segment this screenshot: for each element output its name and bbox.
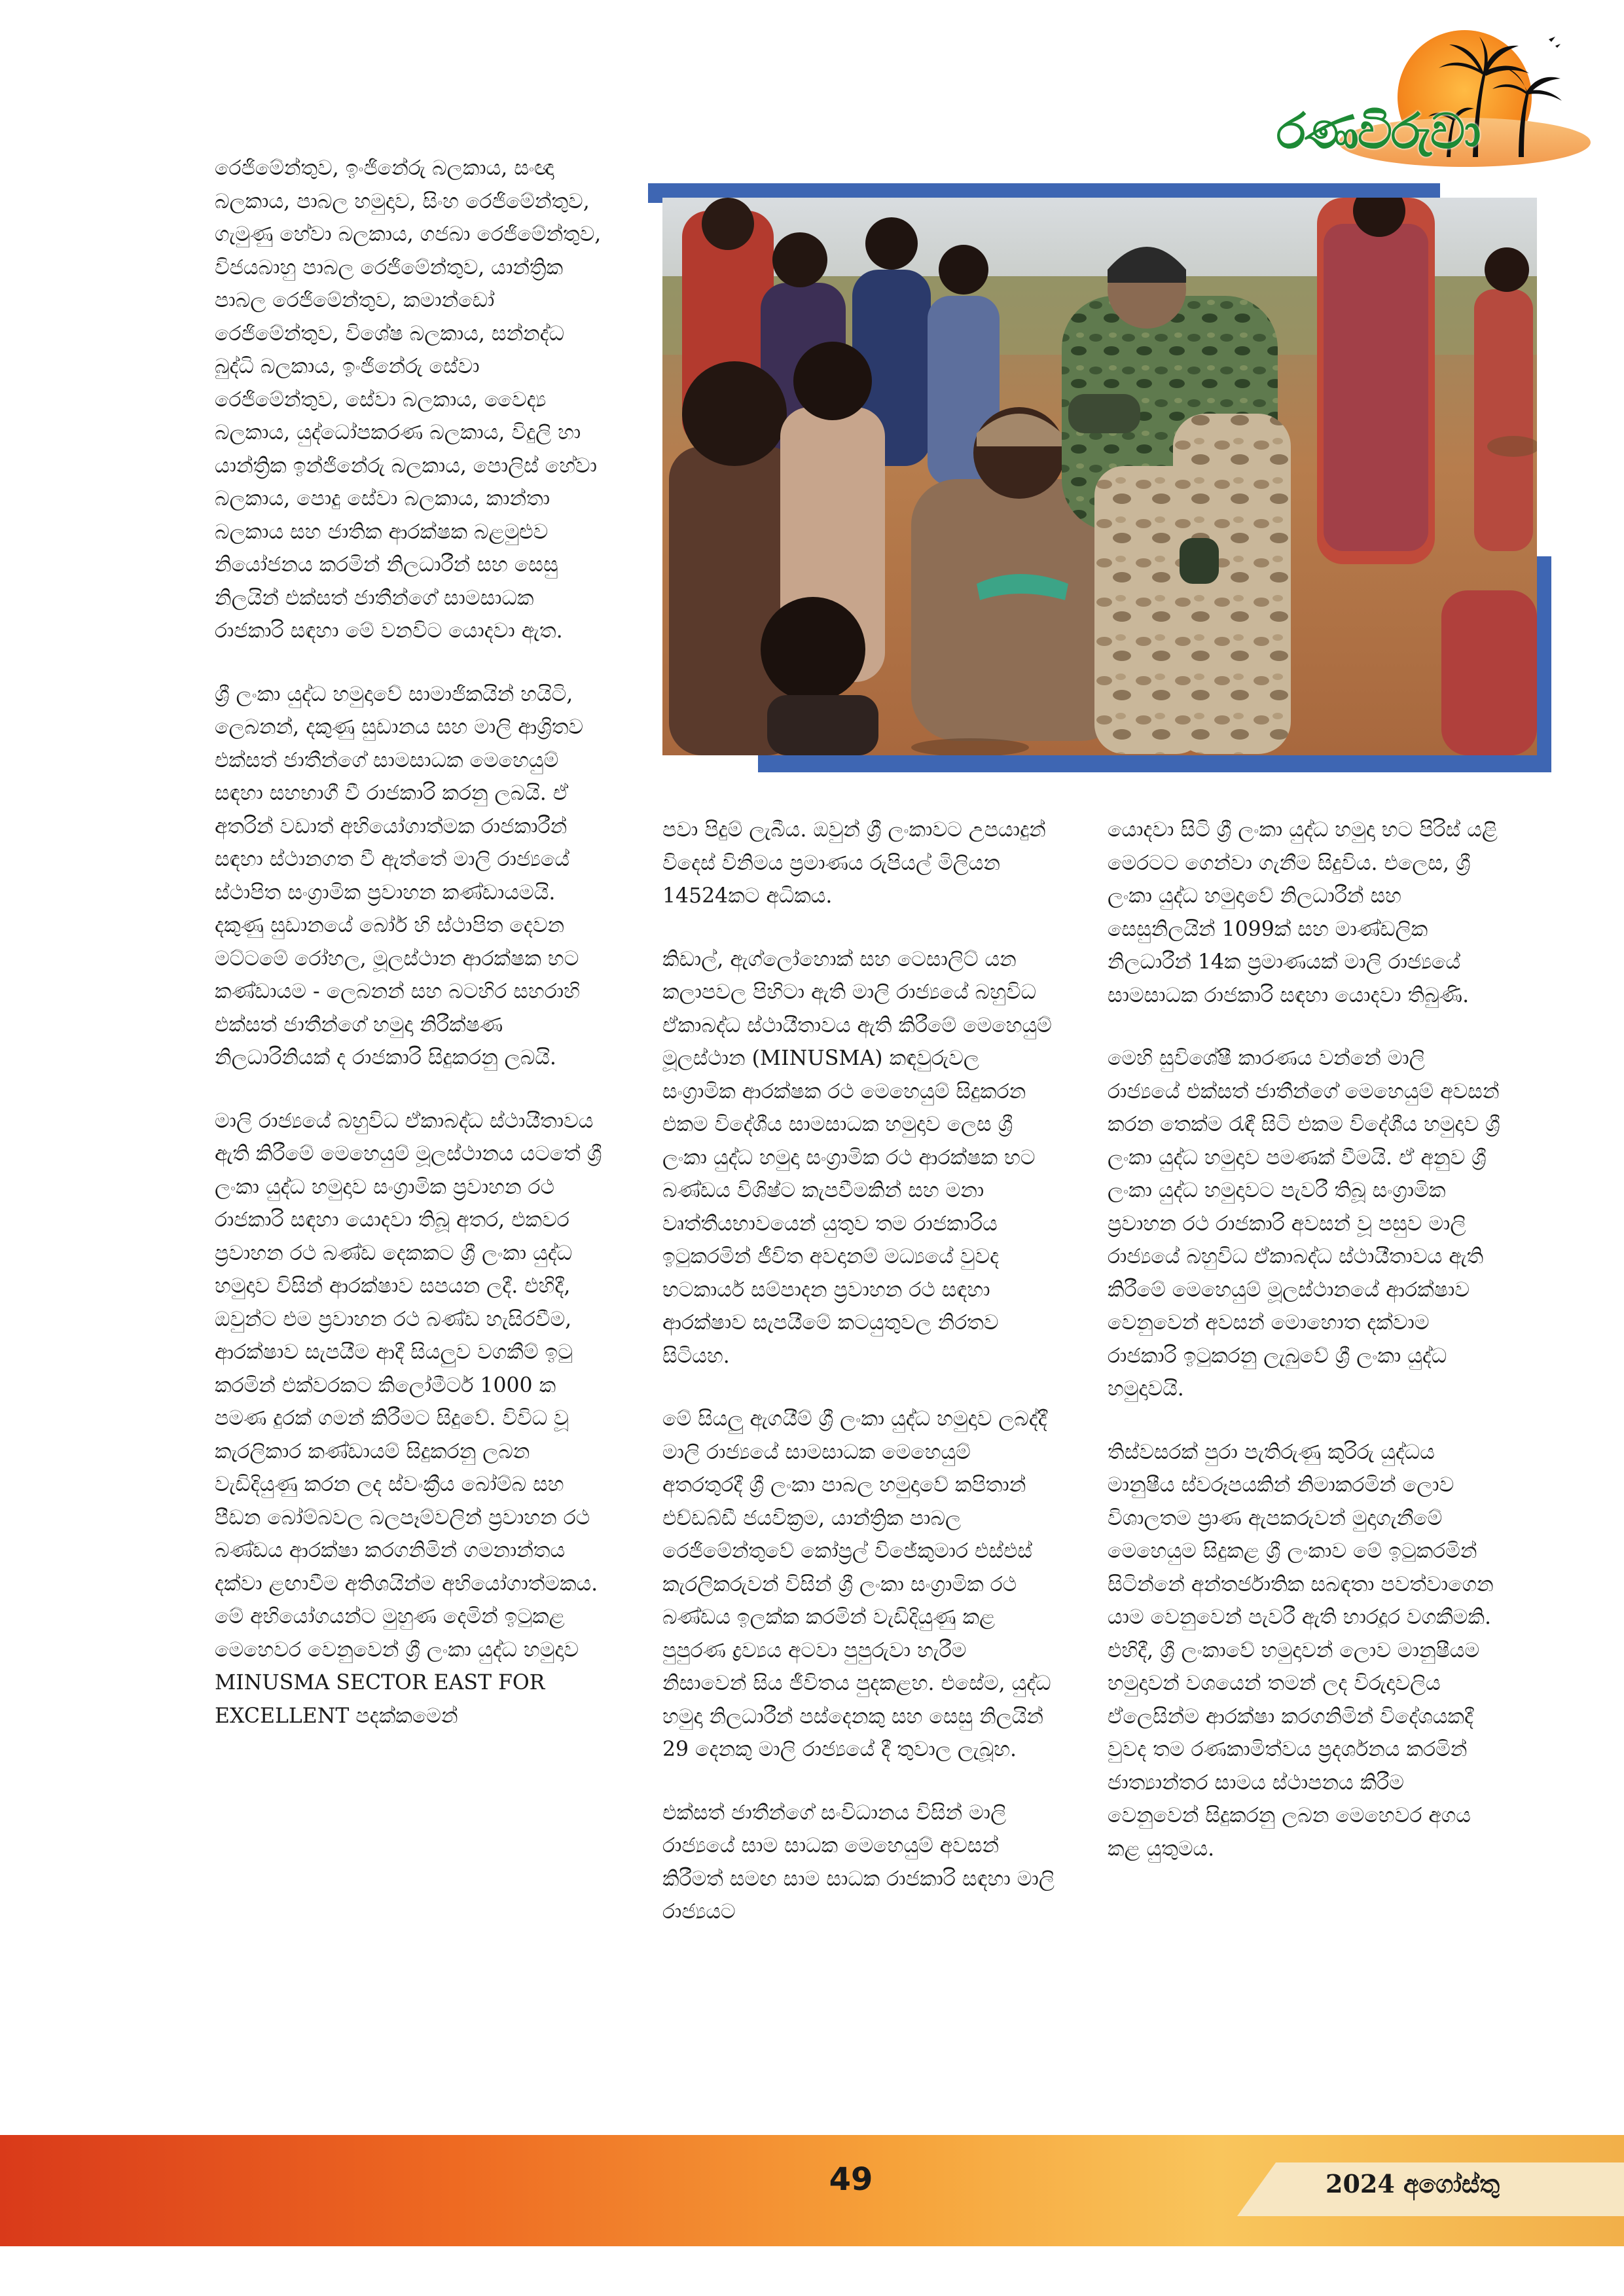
- article-photo-frame: [648, 183, 1551, 772]
- paragraph: මේ සියලු ඇගයීම් ශ්‍රී ලංකා යුද්ධ හමුදාව ලබද්දී මාලි රාජ්‍යයේ සාමසාධක මෙහෙයුම් අතරතුරදී ශ්‍රී ලංකා පාබල හමුදාවේ කපිතාන් එච්ඩබ්ඩී ජයවික්‍රම, යාන්ත්‍රික පාබල රෙජිමේන්තුවේ කෝප්‍රල් විජේකුමාර එස්එස් කැරලිකරුවන් විසින් ශ්‍රී ලංකා සංග්‍රාමික රථ බණ්ඩය ඉලක්ක කරමින් වැඩිදියුණු කළ පුපුරණ ද්‍රව්‍යය අටවා පුපුරුවා හැරීම නිසාවෙන් සිය ජීවිතය පුදකළහ. එසේම, යුද්ධ හමුදා නිලධාරීන් පස්දෙනකු සහ සෙසු නිලයින් 29 දෙනකු මාලි රාජ්‍යයේ දී තුවාල ලැබූහ.: [662, 1407, 1051, 1761]
- article-column-3: [1108, 814, 1500, 1895]
- logo-wordmark: රණවිරුවා: [1276, 103, 1480, 160]
- paragraph: රෙජිමේන්තුව, ඉංජිනේරු බලකාය, සංඥා බලකාය, පාබල හමුදාව, සිංහ රෙජිමේන්තුව, ගැමුණු හේවා බලකාය, ගජබා රෙජිමේන්තුව, විජයබාහු පාබල රෙජිමේන්තුව, යාන්ත්‍රික පාබල රෙජිමේන්තුව, කමාන්ඩෝ රෙජිමේන්තුව, විශේෂ බලකාය, සන්නද්ධ බුද්ධි බලකාය, ඉංජිනේරු සේවා රෙජිමේන්තුව, සේවා බලකාය, වෛද්‍ය බලකාය, යුද්ධෝපකරණ බලකාය, විදුලි හා යාන්ත්‍රික ඉන්ජිනේරු බලකාය, පොලිස් හේවා බලකාය, පොදු සේවා බලකාය, කාන්තා බලකාය සහ ජාතික ආරක්ෂක බළමුළුව නියෝජනය කරමින් නිලධාරීන් සහ සෙසු නිලයින් එක්සත් ජාතීන්ගේ සාමසාධක රාජකාරි සඳහා මේ වනවිට යොදවා ඇත.: [215, 156, 602, 643]
- paragraph: මෙහි සුවිශේෂී කාරණය වන්නේ මාලි රාජ්‍යයේ එක්සත් ජාතීන්ගේ මෙහෙයුම් අවසන් කරන තෙක්ම රැඳී සිටි එකම විදේශීය හමුදාව ශ්‍රී ලංකා යුද්ධ හමුදාව පමණක් වීමයි. ඒ අනුව ශ්‍රී ලංකා යුද්ධ හමුදාවට පැවරී තිබූ සංග්‍රාමික ප්‍රවාහන රථ රාජකාරි අවසන් වූ පසුව මාලි රාජ්‍යයේ බහුවිධ ඒකාබද්ධ ස්ථායීතාවය ඇති කිරීමේ මෙහෙයුම් මූලස්ථානයේ ආරක්ෂාව වෙනුවෙන් අවසන් මොහොත දක්වාම රාජකාරි ඉටුකරනු ලැබුවේ ශ්‍රී ලංකා යුද්ධ හමුදාවයි.: [1108, 1047, 1500, 1401]
- page-number: 49: [829, 2161, 873, 2198]
- article-photo: [662, 198, 1537, 755]
- paragraph: යොදවා සිටි ශ්‍රී ලංකා යුද්ධ හමුදා භට පිරිස් යළි මෙරටට ගෙන්වා ගැනීම සිදුවිය. එලෙස, ශ්‍රී ලංකා යුද්ධ හමුදාවේ නිලධාරීන් සහ සෙසුනිලයින් 1099ක් සහ මාණ්ඩලික නිලධාරීන් 14ක ප්‍රමාණයක් මාලි රාජ්‍යයේ සාමසාධක රාජකාරි සඳහා යොදවා තිබුණි.: [1108, 818, 1498, 1007]
- frame-accent-bottom: [758, 753, 1551, 772]
- paragraph: ශ්‍රී ලංකා යුද්ධ හමුදාවේ සාමාජිකයින් හයිටි, ලෙබනන්, දකුණු සුඩානය සහ මාලි ආශ්‍රිතව එක්සත් ජාතීන්ගේ සාමසාධක මෙහෙයුම් සඳහා සහභාගී වී රාජකාරි කරනු ලබයි. ඒ අතරින් වඩාත් අභියෝගාත්මක රාජකාරීන් සඳහා ස්ථානගත වී ඇත්තේ මාලි රාජ්‍යයේ ස්ථාපිත සංග්‍රාමික ප්‍රවාහන කණ්ඩායමයි. දකුණු සුඩානයේ බෝර් හි ස්ථාපිත දෙවන මට්ටමේ රෝහල, මූලස්ථාන ආරක්ෂක භට කණ්ඩායම - ලෙබනන් සහ බටහිර සහරාහි එක්සත් ජාතීන්ගේ හමුදා නිරීක්ෂණ නිලධාරිනියක් ද රාජකාරි සිදුකරනු ලබයි.: [215, 682, 584, 1069]
- magazine-logo: [1276, 26, 1591, 177]
- paragraph: තිස්වසරක් පුරා පැතිරුණු කුරිරු යුද්ධය මානුෂීය ස්වරූපයකින් නිමාකරමින් ලොව විශාලතම ප්‍රාණ ඇපකරුවන් මුදාගැනීමේ මෙහෙයුම සිදුකළ ශ්‍රී ලංකාව මේ ඉටුකරමින් සිටින්නේ අන්තර්ජාතික සබඳතා පවත්වාගෙන යාම වෙනුවෙන් පැවරී ඇති භාරදූර වගකීමකි. එහිදී, ශ්‍රී ලංකාවේ හමුදාවන් ලොව මානුෂීයම හමුදාවන් වශයෙන් තමන් ලද විරුදාවලිය ඒලෙසින්ම ආරක්ෂා කරගනිමින් විදේශයකදී වුවද තම රණකාමිත්වය ප්‍රදර්ශනය කරමින් ජාත්‍යාන්තර සාමය ස්ථාපනය කිරීම වෙනුවෙන් සිදුකරනු ලබන මෙහෙවර අගය කළ යුතුමය.: [1108, 1440, 1494, 1861]
- article-column-1: [215, 152, 607, 1763]
- article-column-2: [662, 814, 1055, 1959]
- photo-illustration: [662, 198, 1537, 755]
- page-footer: [0, 2135, 1624, 2296]
- issue-date: 2024 අගෝස්තු: [1326, 2169, 1500, 2198]
- paragraph: එක්සත් ජාතීන්ගේ සංවිධානය විසින් මාලි රාජ්‍යයේ සාම සාධක මෙහෙයුම් අවසන් කිරීමත් සමඟ සාම සාධක රාජකාරි සඳහා මාලි රාජ්‍යයට: [662, 1801, 1055, 1924]
- paragraph: පවා පිදුම් ලැබීය. ඔවුන් ශ්‍රී ලංකාවට උපයාදුන් විදෙස් විනිමය ප්‍රමාණය රුපියල් මිලියන 14524කට අධිකය.: [662, 818, 1046, 908]
- paragraph: මාලි රාජ්‍යයේ බහුවිධ ඒකාබද්ධ ස්ථායීතාවය ඇති කිරීමේ මෙහෙයුම් මූලස්ථානය යටතේ ශ්‍රී ලංකා යුද්ධ හමුදාව සංග්‍රාමික ප්‍රවාහන රථ රාජකාරි සඳහා යොදවා තිබූ අතර, එකවර ප්‍රවාහන රථ බණ්ඩ දෙකකට ශ්‍රී ලංකා යුද්ධ හමුදාව විසින් ආරක්ෂාව සපයන ලදී. එහිදී, ඔවුන්ට එම ප්‍රවාහන රථ බණ්ඩ හැසිරවීම, ආරක්ෂාව සැපයීම ආදී සියලුව වගකීම් ඉටු කරමින් එක්වරකට කිලෝමීටර් 1000 ක පමණ දුරක් ගමන් කිරීමට සිදුවේ. විවිධ වූ කැරලිකාර කණ්ඩායම් සිදුකරනු ලබන වැඩිදියුණු කරන ලද ස්වංක්‍රීය බෝම්බ සහ පීඩන බෝම්බවල බලපෑම්වලින් ප්‍රවාහන රථ බණ්ඩය ආරක්ෂා කරගනිමින් ගමනාන්තය දක්වා ළඟාවීම අතිශයින්ම අභියෝගාත්මකය. මේ අභියෝගයන්ට මුහුණ දෙමින් ඉටුකළ මෙහෙවර වෙනුවෙන් ශ්‍රී ලංකා යුද්ධ හමුදාව MINUSMA SECTOR EAST FOR EXCELLENT පදක්කමෙන්: [215, 1109, 602, 1728]
- paragraph: කිඩාල්, ඇග්ලෝහොක් සහ ටෙසාලිට් යන කලාපවල පිහිටා ඇති මාලි රාජ්‍යයේ බහුවිධ ඒකාබද්ධ ස්ථායීතාවය ඇති කිරීමේ මෙහෙයුම් මූලස්ථාන (MINUSMA) කඳවුරුවල සංග්‍රාමික ආරක්ෂක රථ මෙහෙයුම් සිදුකරන එකම විදේශීය සාමසාධක හමුදාව ලෙස ශ්‍රී ලංකා යුද්ධ හමුදා සංග්‍රාමික රථ ආරක්ෂක භට බණ්ඩය විශිෂ්ට කැපවීමකින් සහ මනා වෘත්තීයභාවයෙන් යුතුව තම රාජකාරිය ඉටුකරමින් ජීවිත අවදානම් මධ්‍යයේ වුවද භටකාර්ය සම්පාදන ප්‍රවාහන රථ සඳහා ආරක්ෂාව සැපයීමේ කටයුතුවල නිරතව සිටියහ.: [662, 947, 1052, 1368]
